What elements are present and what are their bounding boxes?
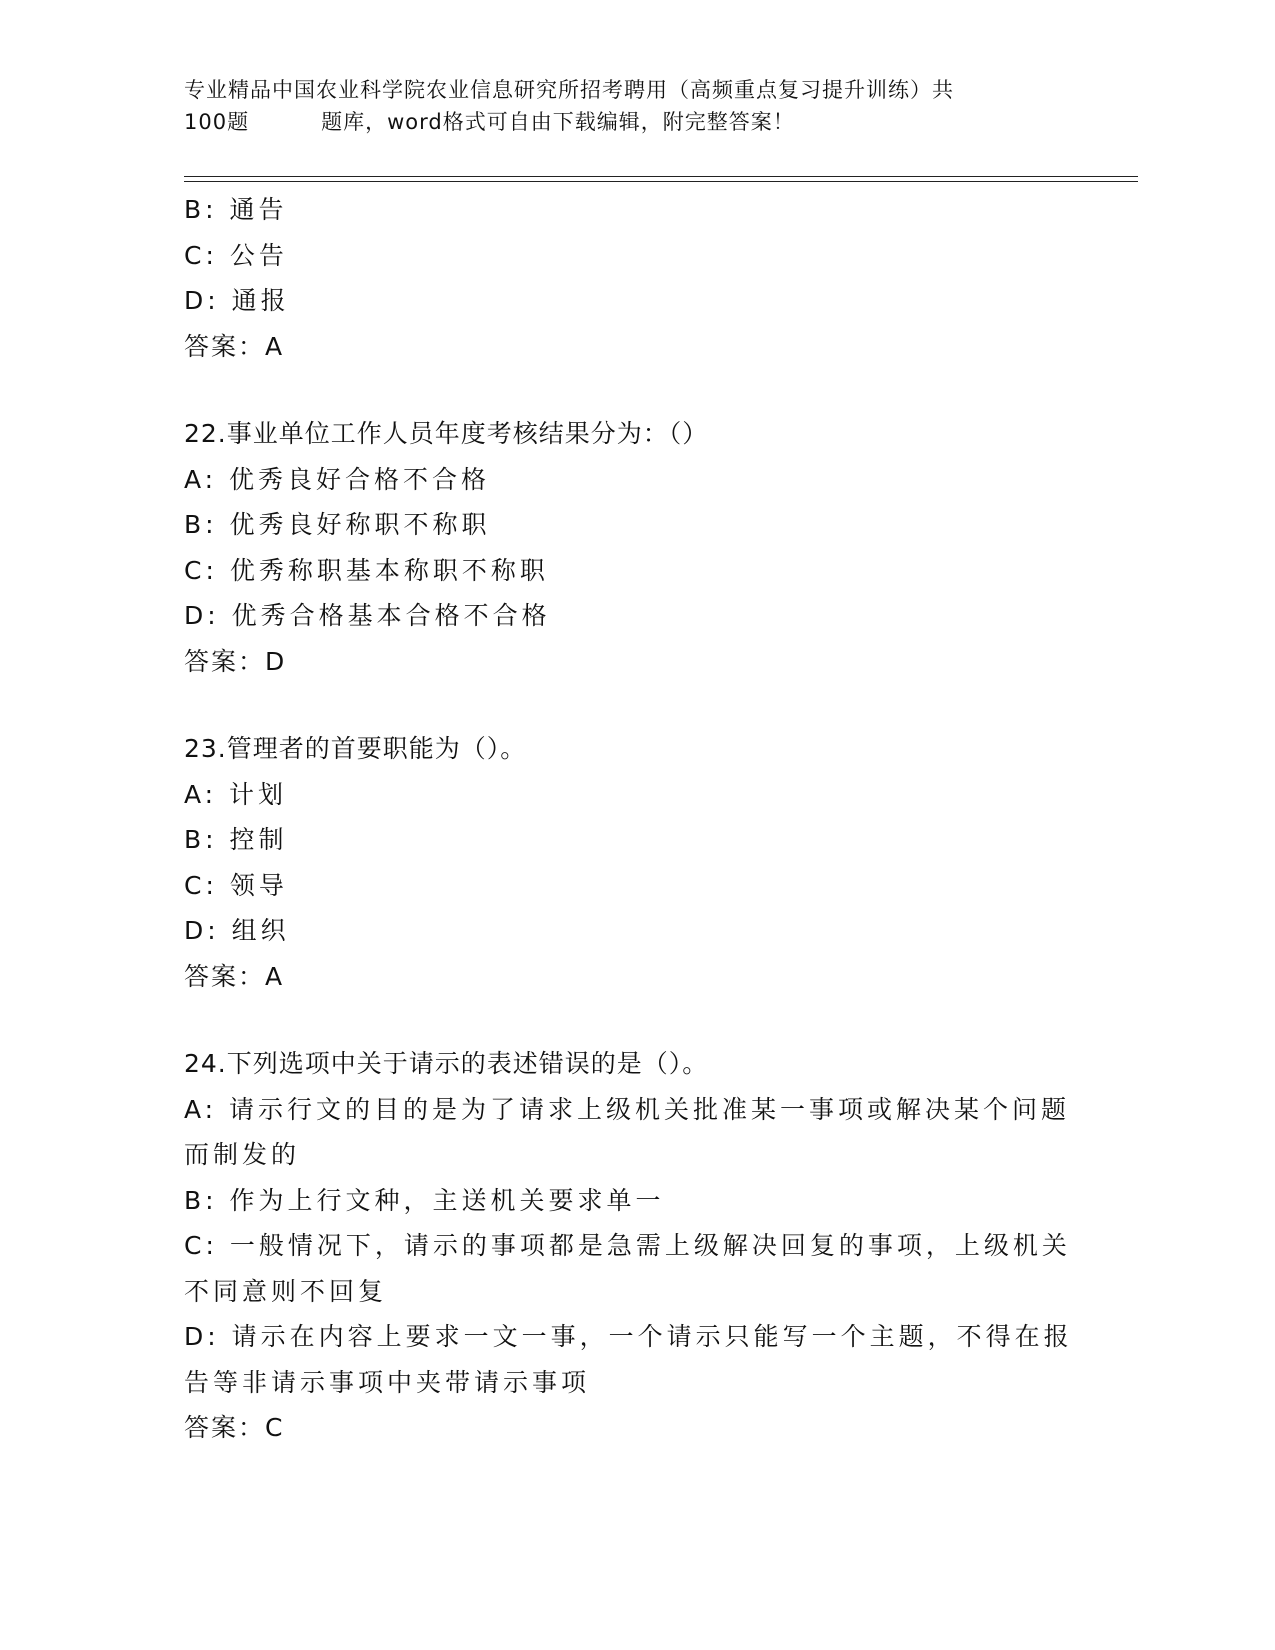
option-d: D: 通报 [184,286,290,315]
option-d: D: 组织 [184,916,290,945]
option-b: B: 通告 [184,195,288,224]
answer-line: 答案：D [184,646,287,676]
question-block-21 [184,187,1064,369]
option-d: D: 优秀合格基本合格不合格 [184,601,551,630]
option-b: B: 控制 [184,825,288,854]
option-c-continued: 不同意则不回复 [184,1276,388,1306]
option-c: C: 优秀称职基本称职不称职 [184,555,549,585]
option-a: A: 请示行文的目的是为了请求上级机关批准某一事项或解决某个问题 [184,1094,1071,1124]
question-list [184,187,1073,1451]
option-b: B: 作为上行文种，主送机关要求单一 [184,1185,665,1215]
option-a: A: 计划 [184,779,288,809]
header-question-count: 100题 [184,110,250,134]
answer-line: 答案：A [184,961,285,991]
option-c: C: 公告 [184,240,288,270]
option-c: C: 一般情况下，请示的事项都是急需上级解决回复的事项，上级机关 [184,1231,1071,1260]
answer-line: 答案：A [184,331,285,361]
question-block-24 [184,1041,1073,1451]
option-b: B: 优秀良好称职不称职 [184,510,491,539]
question-text: 22.事业单位工作人员年度考核结果分为：（） [184,419,709,448]
question-text: 24.下列选项中关于请示的表述错误的是（）。 [184,1049,709,1078]
document-header [184,74,1084,138]
question-text: 23.管理者的首要职能为（）。 [184,734,527,763]
header-description: 题库，word格式可自由下载编辑，附完整答案！ [321,110,795,134]
option-a-continued: 而制发的 [184,1140,301,1169]
answer-line: 答案：C [184,1413,285,1442]
header-divider-top [184,176,1138,177]
header-divider-bottom [184,181,1138,182]
option-a: A: 优秀良好合格不合格 [184,464,491,494]
option-c: C: 领导 [184,870,288,900]
question-block-22 [184,411,1064,684]
option-d: D: 请示在内容上要求一文一事，一个请示只能写一个主题，不得在报 [184,1322,1073,1351]
question-block-23 [184,726,1064,999]
option-d-continued: 告等非请示事项中夹带请示事项 [184,1367,591,1397]
header-title-line-1: 专业精品中国农业科学院农业信息研究所招考聘用（高频重点复习提升训练）共 [184,78,954,102]
header-title-line-2 [184,106,1084,138]
